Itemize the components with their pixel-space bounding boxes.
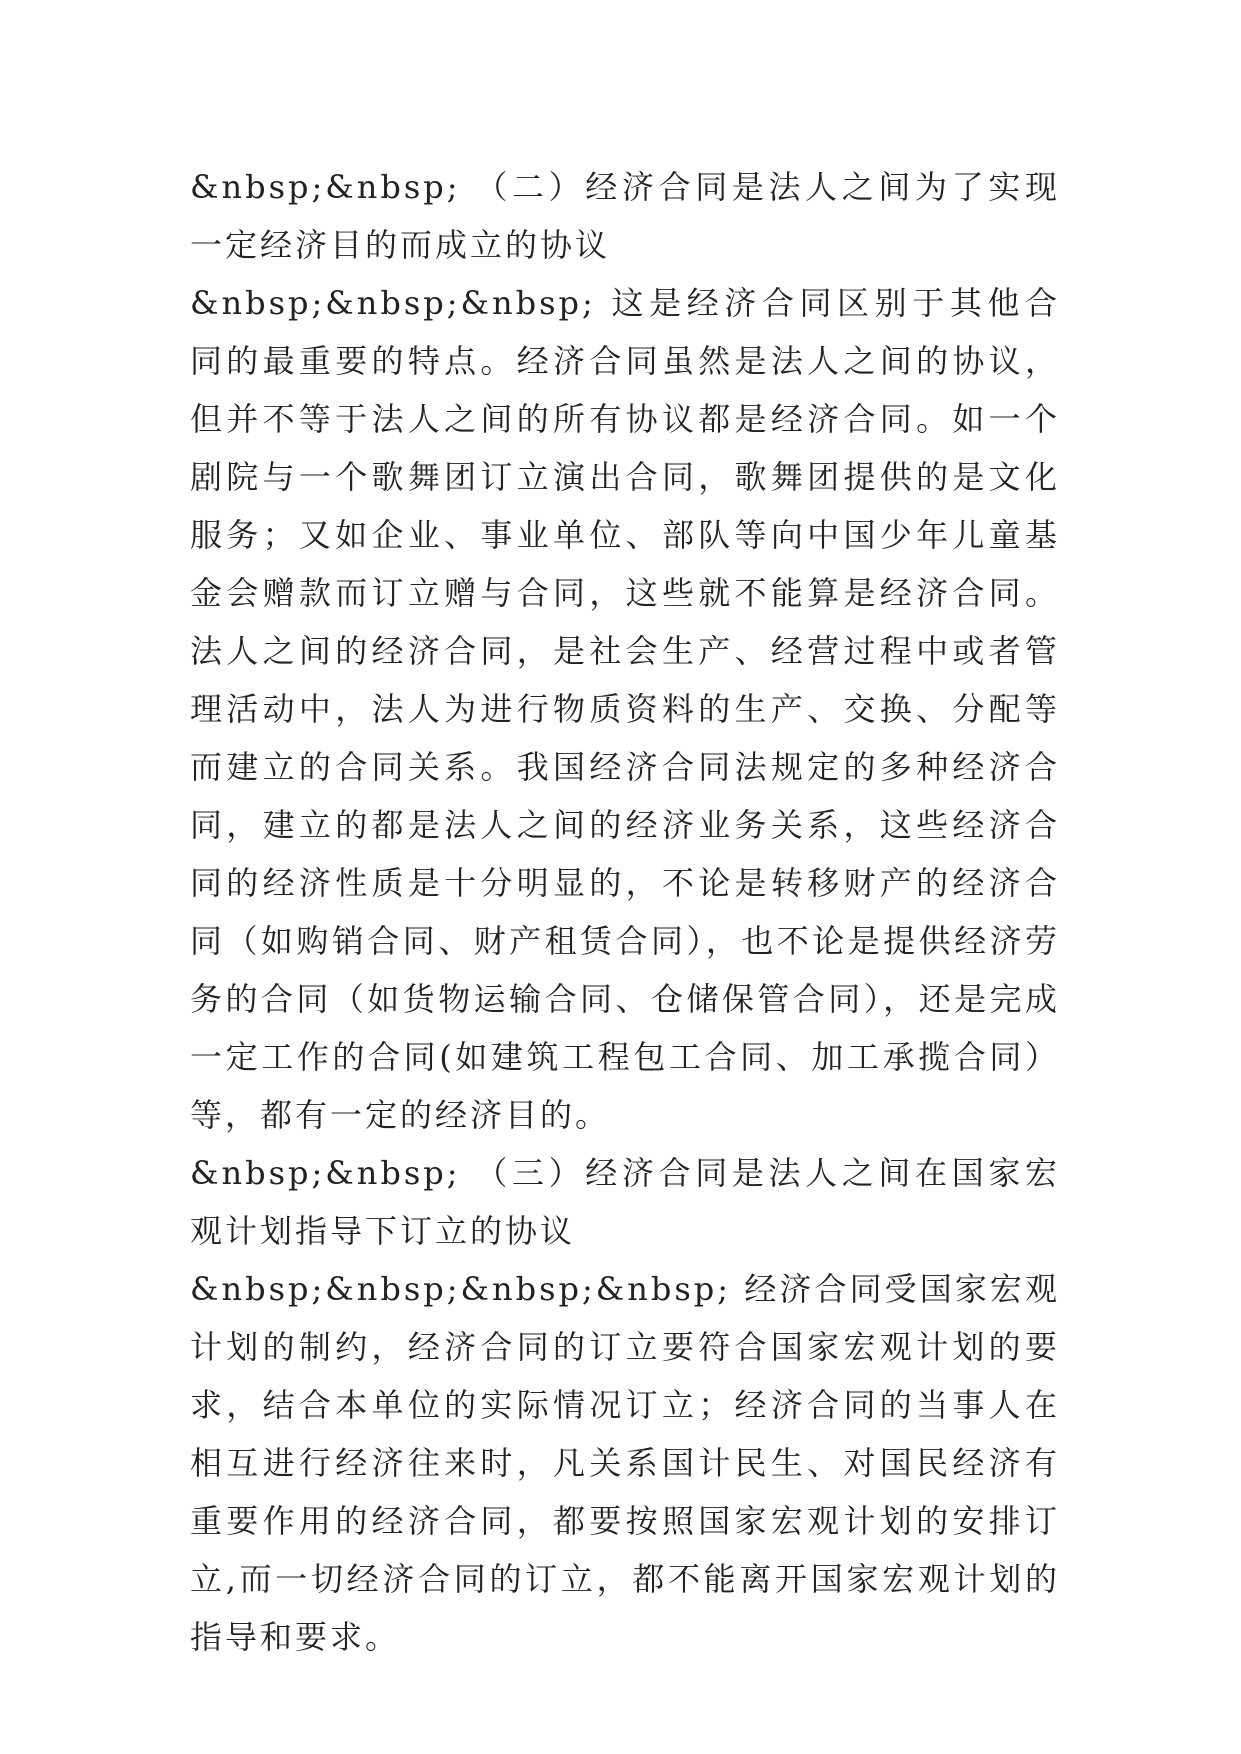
document-body <box>190 158 1060 1666</box>
paragraph-macro-plan: &nbsp;&nbsp;&nbsp;&nbsp; 经济合同受国家宏观计划的制约，经济合同的订立要符合国家宏观计划的要求，结合本单位的实际情况订立；经济合同的当事人在相互进行经济往来时，凡关系国计民生、对国民经济有重要作用的经济合同，都要按照国家宏观计划的安排订立,而一切经济合同的订立，都不能离开国家宏观计划的指导和要求。 <box>190 1270 1060 1656</box>
section-heading-3: &nbsp;&nbsp; （三）经济合同是法人之间在国家宏观计划指导下订立的协议 <box>190 1154 1060 1250</box>
paragraph-economic-purpose: &nbsp;&nbsp;&nbsp; 这是经济合同区别于其他合同的最重要的特点。经济合同虽然是法人之间的协议，但并不等于法人之间的所有协议都是经济合同。如一个剧院与一个歌舞团订立演出合同，歌舞团提供的是文化服务；又如企业、事业单位、部队等向中国少年儿童基金会赠款而订立赠与合同，这些就不能算是经济合同。法人之间的经济合同，是社会生产、经营过程中或者管理活动中，法人为进行物质资料的生产、交换、分配等而建立的合同关系。我国经济合同法规定的多种经济合同，建立的都是法人之间的经济业务关系，这些经济合同的经济性质是十分明显的，不论是转移财产的经济合同（如购销合同、财产租赁合同），也不论是提供经济劳务的合同（如货物运输合同、仓储保管合同），还是完成一定工作的合同(如建筑工程包工合同、加工承揽合同）等，都有一定的经济目的。 <box>190 284 1060 1134</box>
section-heading-2: &nbsp;&nbsp; （二）经济合同是法人之间为了实现一定经济目的而成立的协议 <box>190 168 1060 264</box>
